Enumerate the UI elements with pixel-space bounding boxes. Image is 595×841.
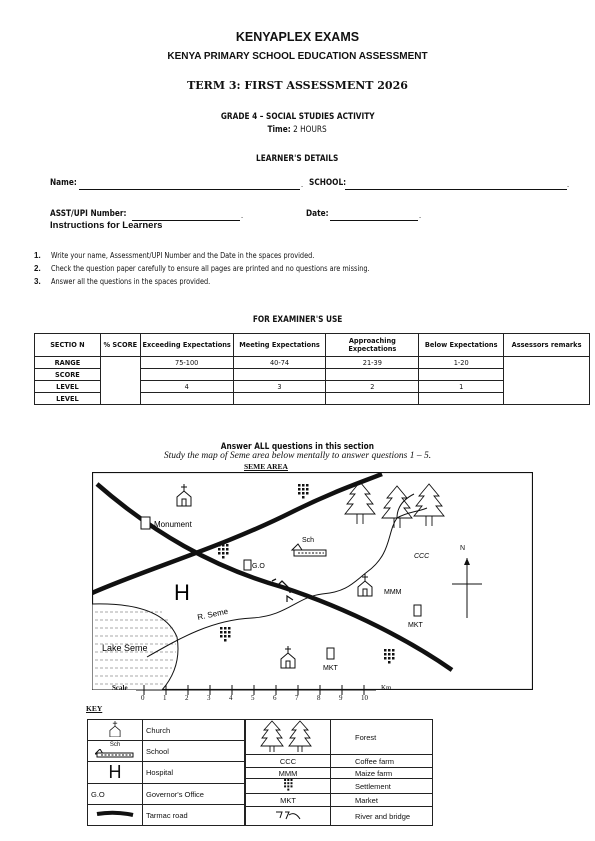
key-label: School [143, 741, 245, 762]
north-arrow-icon [452, 548, 482, 620]
key-label: Maize farm [331, 768, 433, 779]
mkt-symbol-text: MKT [246, 794, 331, 807]
monument-label: Monument [154, 520, 192, 529]
settlement-icon [283, 779, 294, 791]
scale-label: Scale [112, 684, 128, 692]
key-row [88, 805, 245, 826]
map-title: SEME AREA [244, 462, 288, 471]
study-instruction: Study the map of Seme area below mentally to answer questions 1 – 5. [163, 451, 432, 461]
upi-label: ASST/UPI Number: [50, 209, 127, 219]
scale-tick-label: 10 [361, 694, 368, 702]
remarks-cell[interactable] [504, 357, 590, 405]
key-row [88, 784, 245, 805]
go-symbol-text: G.O [88, 784, 143, 805]
key-label: River and bridge [331, 807, 433, 826]
road-icon [95, 810, 135, 818]
table-header: SECTIO N [35, 334, 101, 357]
table-row: LEVEL [35, 393, 590, 405]
school-label: SCHOOL: [309, 178, 347, 188]
scale-unit: Km [381, 684, 392, 692]
scale-tick-label: 6 [273, 694, 277, 702]
key-label: Coffee farm [331, 755, 433, 768]
scale-tick-label: 9 [339, 694, 343, 702]
school-icon [95, 749, 135, 758]
hospital-icon: H [88, 762, 143, 784]
mmm-symbol-text: MMM [246, 768, 331, 779]
scale-tick-label: 1 [163, 694, 167, 702]
forest-icon [345, 482, 444, 528]
examiner-table [34, 333, 590, 405]
north-label: N [460, 545, 466, 552]
table-row: SCORE [35, 369, 590, 381]
church-icon [108, 721, 122, 737]
time-line [0, 119, 595, 137]
table-header: Approaching Expectations [326, 334, 419, 357]
key-row [246, 768, 433, 779]
scale-tick-label: 8 [317, 694, 321, 702]
church-icon [281, 646, 295, 668]
key-row [88, 762, 245, 784]
scale-tick-label: 4 [229, 694, 233, 702]
key-row [246, 779, 433, 794]
go-icon [244, 560, 251, 570]
school-icon [292, 544, 326, 556]
instructions-title: Instructions for Learners [50, 220, 163, 231]
key-label: Hospital [143, 762, 245, 784]
market-icon [414, 605, 421, 616]
scale-tick-label: 0 [141, 694, 145, 702]
scale-tick-label: 2 [185, 694, 189, 702]
table-header: Assessors remarks [504, 334, 590, 357]
table-row: LEVEL 4 3 2 1 [35, 381, 590, 393]
river-label: R. Seme [196, 606, 229, 622]
org-title: KENYAPLEX EXAMS [235, 30, 360, 44]
key-label: Market [331, 794, 433, 807]
learner-details-line [0, 148, 595, 166]
time-value: 2 HOURS [293, 125, 328, 135]
scale-tick-label: 5 [251, 694, 255, 702]
key-row [246, 807, 433, 826]
lake-label: Lake Seme [102, 643, 148, 653]
key-right-table [245, 719, 433, 826]
key-label: Governor's Office [143, 784, 245, 805]
monument-icon [141, 517, 150, 529]
assessment-title: KENYA PRIMARY SCHOOL EDUCATION ASSESSMENT [167, 51, 428, 62]
settlement-icon [298, 484, 309, 499]
market-label: MKT [408, 622, 423, 629]
time-label: Time: [267, 125, 292, 135]
school-symbol-text: Sch [109, 742, 121, 748]
church-icon [177, 484, 191, 506]
coffee-farm-label: CCC [414, 553, 430, 560]
bridge-icon [287, 596, 293, 602]
table-header: Meeting Expectations [233, 334, 326, 357]
answer-all: Answer ALL questions in this section [220, 442, 375, 452]
grade-title: GRADE 4 – SOCIAL STUDIES ACTIVITY [220, 112, 375, 122]
settlement-icon [218, 544, 229, 559]
examiner-line [0, 309, 595, 327]
name-field[interactable] [79, 189, 300, 190]
river-bridge-icon [275, 809, 301, 821]
settlement-icon [220, 627, 231, 642]
key-label: Church [143, 720, 245, 741]
market-icon [327, 648, 334, 659]
learner-details-title: LEARNER'S DETAILS [256, 154, 339, 164]
tarmac-road [92, 474, 382, 593]
scale-tick-label: 7 [295, 694, 299, 702]
key-row [246, 720, 433, 755]
table-header: Below Expectations [419, 334, 504, 357]
key-row [246, 794, 433, 807]
date-field[interactable] [330, 220, 418, 221]
school-field[interactable] [345, 189, 567, 190]
table-row: RANGE 75-100 40-74 21-39 1-20 [35, 357, 590, 369]
term-title: TERM 3: FIRST ASSESSMENT 2026 [187, 79, 408, 92]
market-label: MKT [323, 665, 338, 672]
key-row [88, 741, 245, 762]
maize-farm-label: MMM [384, 589, 402, 596]
scale-tick-label: 3 [207, 694, 211, 702]
score-cell[interactable] [100, 357, 140, 405]
school-label: Sch [302, 537, 315, 544]
key-row [88, 720, 245, 741]
table-header: % SCORE [100, 334, 140, 357]
forest-icon [260, 720, 316, 752]
go-label: G.O [252, 563, 265, 570]
date-label: Date: [306, 209, 329, 219]
scale-tick-labels [136, 694, 376, 704]
examiner-title: FOR EXAMINER'S USE [252, 315, 343, 325]
key-label: Settlement [331, 779, 433, 794]
key-label: Forest [331, 720, 433, 755]
hospital-icon: H [174, 580, 190, 605]
name-label: Name: [50, 178, 77, 188]
key-title: KEY [86, 704, 103, 713]
settlement-icon [384, 649, 395, 664]
ccc-symbol-text: CCC [246, 755, 331, 768]
key-label: Tarmac road [143, 805, 245, 826]
table-header: Exceeding Expectations [140, 334, 233, 357]
key-row [246, 755, 433, 768]
key-left-table [87, 719, 245, 826]
